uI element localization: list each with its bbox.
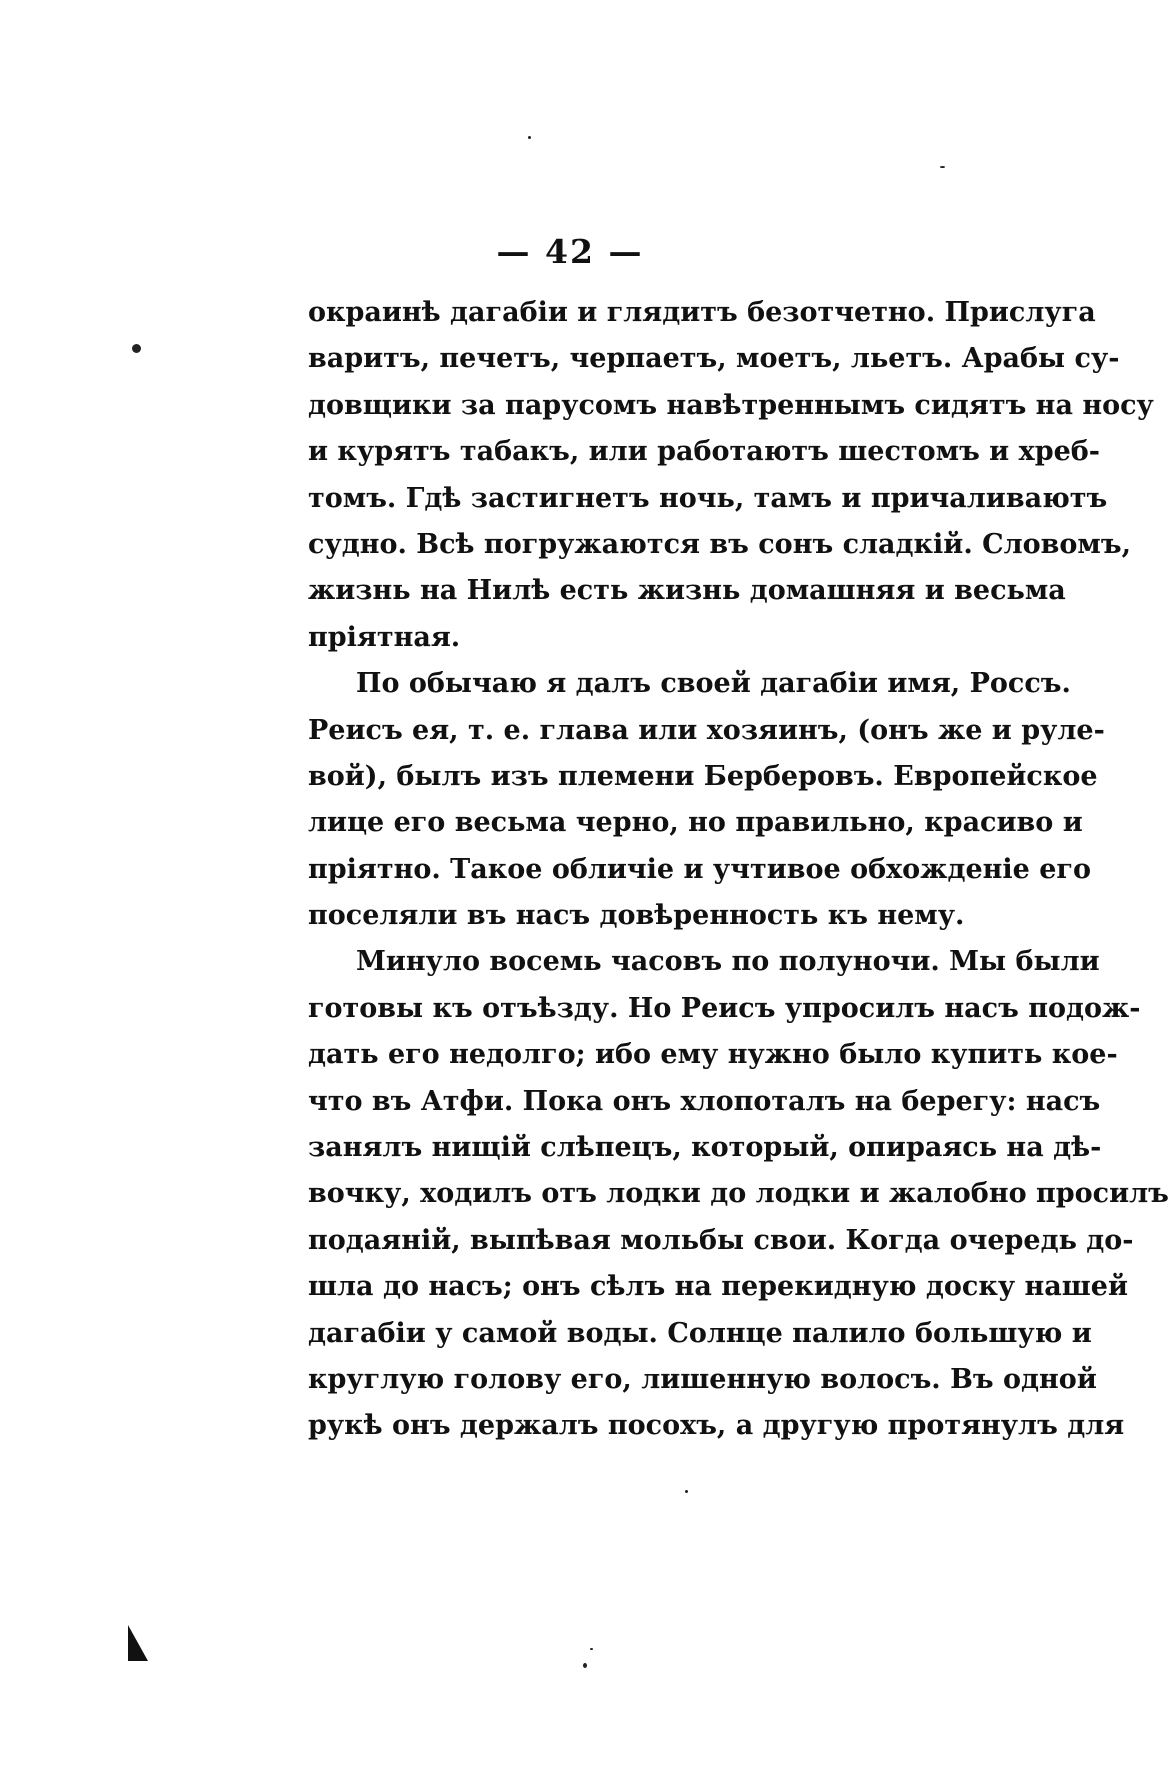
text-line: судно. Всѣ погружаются въ сонъ сладкій. Словомъ, xyxy=(308,528,1131,560)
scan-speck xyxy=(940,166,945,168)
text-line: Реисъ ея, т. е. глава или хозяинъ, (онъ же и руле- xyxy=(308,714,1105,746)
scan-speck xyxy=(528,136,531,139)
text-line: круглую голову его, лишенную волосъ. Въ одной xyxy=(308,1363,1097,1395)
text-line: пріятно. Такое обличіе и учтивое обхожденіе его xyxy=(308,853,1091,885)
text-line: варитъ, печетъ, черпаетъ, моетъ, льетъ. Арабы су- xyxy=(308,343,1120,375)
text-line: довщики за парусомъ навѣтреннымъ сидятъ на носу xyxy=(308,389,1154,421)
scan-speck xyxy=(583,1663,587,1668)
text-line: дать его недолго; ибо ему нужно было купить кое- xyxy=(308,1039,1118,1071)
text-line: жизнь на Нилѣ есть жизнь домашняя и весьма xyxy=(308,575,1066,607)
text-line: окраинѣ дагабіи и глядитъ безотчетно. Прислуга xyxy=(308,297,1096,328)
text-line: подаяній, выпѣвая мольбы свои. Когда очередь до- xyxy=(308,1224,1134,1256)
scan-speck xyxy=(132,344,141,353)
text-line: что въ Атфи. Пока онъ хлопоталъ на берегу: насъ xyxy=(308,1085,1101,1117)
text-line: поселяли въ насъ довѣренность къ нему. xyxy=(308,900,965,932)
scan-corner-mark xyxy=(128,1625,148,1661)
text-line: вочку, ходилъ отъ лодки до лодки и жалобно просилъ xyxy=(308,1178,1169,1210)
text-line: лице его весьма черно, но правильно, красиво и xyxy=(308,807,1083,839)
text-line: По обычаю я далъ своей дагабіи имя, Россъ. xyxy=(356,668,1071,700)
text-line: вой), былъ изъ племени Берберовъ. Европейское xyxy=(308,760,1098,792)
text-line: Минуло восемь часовъ по полуночи. Мы были xyxy=(356,946,1100,978)
scan-speck xyxy=(685,1490,688,1493)
text-line: шла до насъ; онъ сѣлъ на перекидную доску нашей xyxy=(308,1271,1128,1303)
body-text xyxy=(308,290,1169,1450)
scan-speck xyxy=(590,1648,593,1650)
text-line: и курятъ табакъ, или работаютъ шестомъ и хреб- xyxy=(308,436,1100,468)
text-line: рукѣ онъ держалъ посохъ, а другую протянулъ для xyxy=(308,1410,1125,1442)
page-number: — 42 — xyxy=(496,232,644,271)
text-line: готовы къ отъѣзду. Но Реисъ упросилъ насъ подож- xyxy=(308,992,1141,1024)
text-line: пріятная. xyxy=(308,621,461,653)
text-line: занялъ нищій слѣпецъ, который, опираясь на дѣ- xyxy=(308,1132,1102,1164)
text-line: томъ. Гдѣ застигнетъ ночь, тамъ и причаливаютъ xyxy=(308,482,1108,514)
text-line: дагабіи у самой воды. Солнце палило большую и xyxy=(308,1317,1092,1349)
